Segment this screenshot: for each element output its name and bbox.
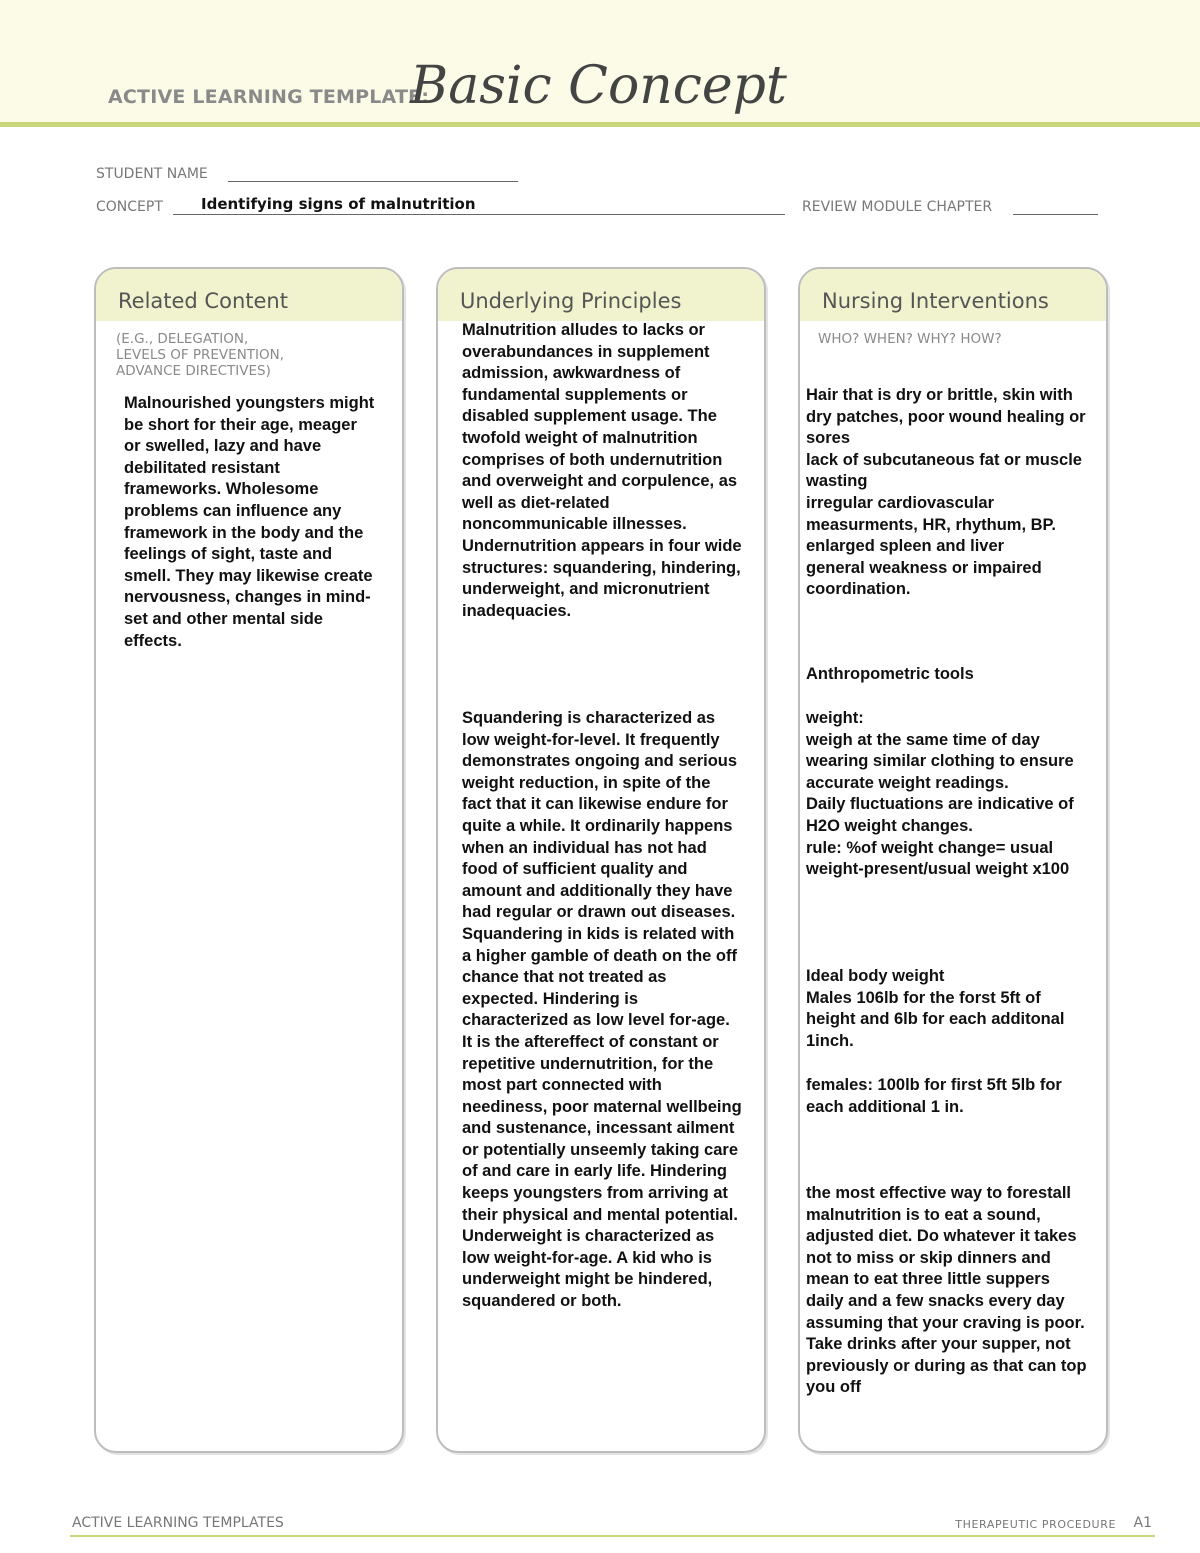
footer-section: THERAPEUTIC PROCEDURE — [955, 1518, 1116, 1531]
related-content-hint: (E.G., DELEGATION, LEVELS OF PREVENTION, ADVANCE DIRECTIVES) — [116, 331, 285, 379]
concept-field[interactable] — [173, 214, 785, 215]
student-name-field[interactable] — [228, 181, 518, 182]
related-content-text: Malnourished youngsters might be short for their age, meager or swelled, lazy and have debilitated resistant frameworks. Wholesome problems can influence any framework in the body and the feelings of sight, taste and smell. They may likewise create nervousness, changes in mind-set and other mental side effects. — [124, 394, 375, 650]
concept-value: Identifying signs of malnutrition — [201, 195, 476, 213]
related-content-box — [94, 267, 404, 1453]
chapter-field[interactable] — [1013, 214, 1098, 215]
footer-rule — [70, 1535, 1155, 1537]
females-ibw-text: females: 100lb for first 5ft 5lb for each additional 1 in. — [806, 1076, 1062, 1116]
principles-paragraph-2: Squandering is characterized as low weight-for-level. It frequently demonstrates ongoing and serious weight reduction, in spite of the fact that it can likewise endure for quite a while. It ordinarily happens when an individual has not had food of sufficient quality and amount and additionally they have had regular or drawn out diseases. Squandering in kids is related with a higher gamble of death on the off chance that not treated as expected. Hindering is characterized as low level for-age. It is the aftereffect of constant or repetitive undernutrition, for the most part connected with neediness, poor maternal wellbeing and sustenance, incessant ailment or potentially unseemly taking care of and care in early life. Hindering keeps youngsters from arriving at their physical and mental potential. Underweight is characterized as low weight-for-age. A kid who is underweight might be hindered, squandered or both. — [462, 709, 742, 1311]
sign-item: Hair that is dry or brittle, skin with dry patches, poor wound healing or sores — [806, 386, 1086, 448]
template-title: Basic Concept — [410, 56, 787, 116]
related-content-title: Related Content — [118, 289, 288, 313]
underlying-principles-box — [436, 267, 766, 1453]
header-rule — [0, 122, 1200, 127]
student-name-label: STUDENT NAME — [96, 166, 208, 182]
sign-item: lack of subcutaneous fat or muscle wasting — [806, 450, 1082, 491]
nursing-interventions-box — [798, 267, 1108, 1453]
ideal-body-weight-section: Ideal body weight Males 106lb for the forst 5ft of height and 6lb for each additonal 1inch. — [806, 967, 1065, 1050]
sign-item: irregular cardiovascular measurments, HR, rhythum, BP. — [806, 493, 1057, 534]
underlying-principles-title: Underlying Principles — [460, 289, 682, 313]
prevention-text: the most effective way to forestall malnutrition is to eat a sound, adjusted diet. Do whatever it takes not to miss or skip dinners and mean to eat three little suppers daily and a few snacks every day assuming that your craving is poor. Take drinks after your supper, not previously or during as that can top you off — [806, 1184, 1087, 1397]
sign-item: general weakness or impaired coordination. — [806, 558, 1042, 599]
weight-section: weight: weigh at the same time of day wearing similar clothing to ensure accurate weight readings. Daily fluctuations are indicative of H2O weight changes. rule: %of weight change= usual weight-present/usual weight x100 — [806, 709, 1074, 879]
chapter-label: REVIEW MODULE CHAPTER — [802, 199, 993, 215]
principles-paragraph-1: Malnutrition alludes to lacks or overabundances in supplement admission, awkwardness of fundamental supplements or disabled supplement usage. The twofold weight of malnutrition comprises of both undernutrition and overweight and corpulence, as well as diet-related noncommunicable illnesses. Undernutrition appears in four wide structures: squandering, hindering, underweight, and micronutrient inadequacies. — [462, 321, 742, 620]
nursing-interventions-hint: WHO? WHEN? WHY? HOW? — [818, 331, 1002, 347]
page-number: A1 — [1133, 1515, 1152, 1531]
footer-title: ACTIVE LEARNING TEMPLATES — [72, 1515, 284, 1531]
anthropometric-tools-heading: Anthropometric tools — [806, 665, 974, 683]
template-label: ACTIVE LEARNING TEMPLATE: — [108, 86, 430, 108]
sign-item: enlarged spleen and liver — [806, 537, 1005, 556]
nursing-interventions-title: Nursing Interventions — [822, 289, 1049, 313]
malnutrition-signs-list — [806, 385, 1088, 601]
concept-label: CONCEPT — [96, 199, 163, 215]
